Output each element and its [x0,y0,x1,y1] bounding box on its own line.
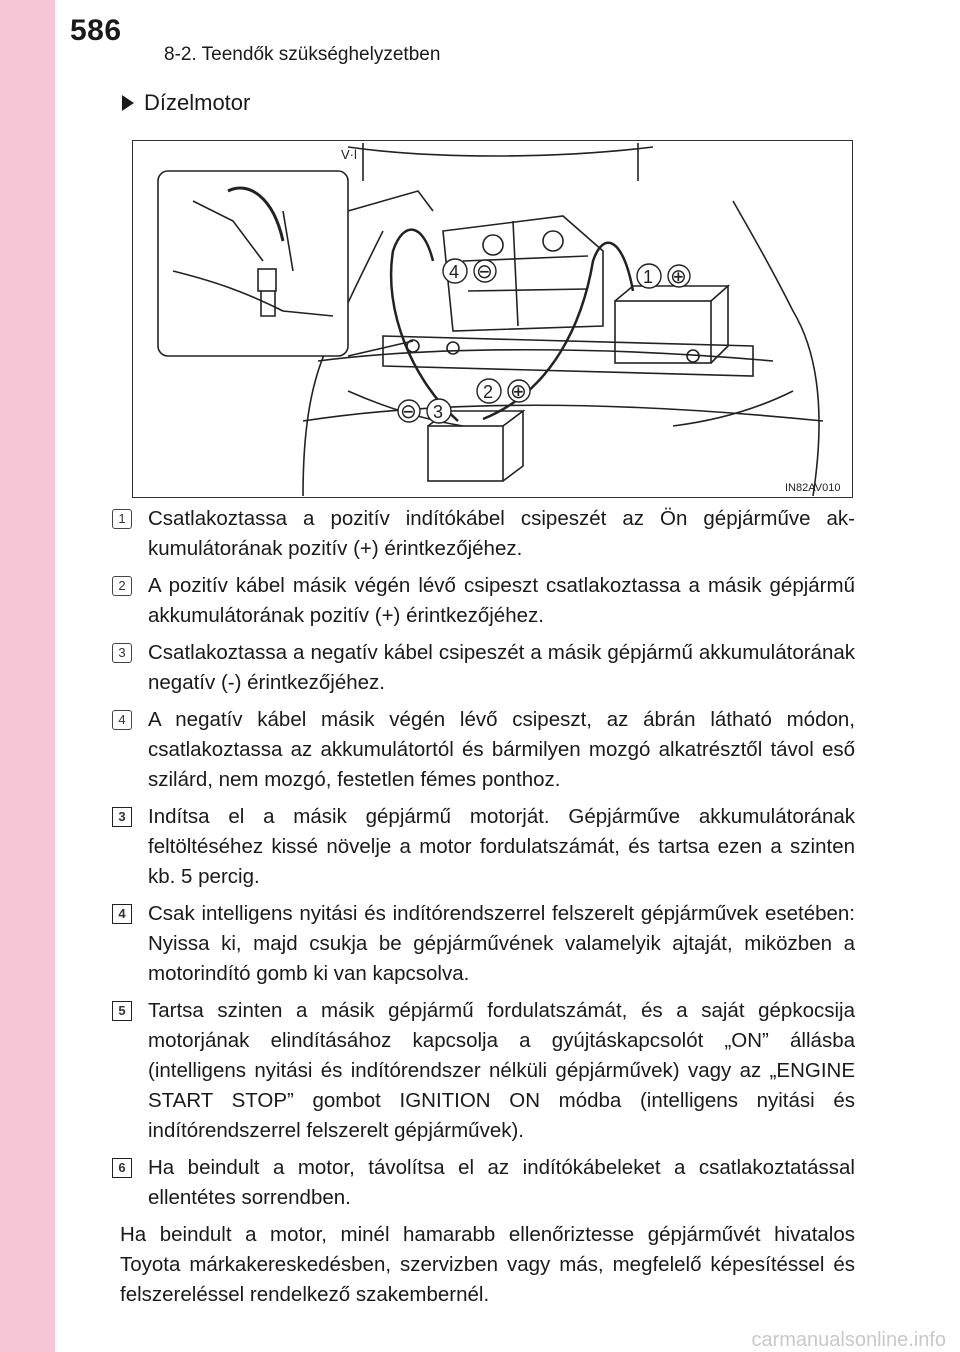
step-6 [112,1153,855,1213]
step-text: Tartsa szinten a másik gépjármű fordulatszámát, és a saját gépkocsija motorjának elindításához kapcsolja a gyújtáskapcsolót „ON” állásba (intelligens nyitási és indítórendszer nélküli gépjárművek) vagy az „ENGINE START STOP” gombot IGNITION ON módba (intelligens nyitási és indítórendszerrel felszerelt gépjárművek). [148,999,855,1142]
negative-cable [391,230,458,421]
step-5 [112,996,855,1146]
callout-3 [398,399,451,423]
svg-text:2: 2 [483,382,494,402]
instructions [112,504,855,1310]
triangle-bullet-icon [122,95,134,111]
subheading [122,90,250,116]
step-text: Ha beindult a motor, távolítsa el az indítókábeleket a csatlakoztatással ellentétes sorrendben. [148,1156,855,1209]
step-3 [112,802,855,892]
substep-text: Csatlakoztassa a negatív kábel csipeszét a másik gépjármű akkumulátorának negatív (-) érintkezőjéhez. [148,641,855,694]
callout-2 [477,379,530,403]
callout-1 [637,264,690,288]
figure-code: IN82AV010 [785,482,841,494]
section-title: 8-2. Teendők szükséghelyzetben [164,44,441,65]
substep-number: 3 [112,643,132,663]
callout-4 [443,259,496,283]
roof-mark: V·l [341,147,357,162]
substep-text: A negatív kábel másik végén lévő csipeszt, az ábrán látható módon, csatlakoztassa az akkumulátortól és bármilyen mozgó alkatrésztől távol eső szilárd, nem mozgó, festetlen fémes ponthoz. [148,708,855,791]
substep-number: 2 [112,576,132,596]
svg-text:1: 1 [643,267,654,287]
svg-text:⊖: ⊖ [400,399,417,423]
substep-number: 4 [112,710,132,730]
engine-jumpstart-illustration [132,140,853,498]
donor-battery [428,426,503,481]
step-number: 4 [112,904,132,924]
substep-4 [112,705,855,795]
step-4 [112,899,855,989]
step-number: 5 [112,1001,132,1021]
svg-text:4: 4 [449,262,460,282]
svg-text:⊕: ⊕ [670,264,687,288]
page-number: 586 [70,14,122,47]
watermark: carmanualsonline.info [751,1329,946,1351]
svg-text:3: 3 [433,402,444,422]
substep-number: 1 [112,509,132,529]
svg-text:⊖: ⊖ [476,259,493,283]
step-text: Csak intelligens nyitási és indítórendszerrel felszerelt gépjárművek esetében: Nyissa ki, majd csukja be gépjárművének valamelyik ajtaját, miközben a motorindító gomb ki van kapcsolva. [148,902,855,985]
substep-3 [112,638,855,698]
subheading-text: Dízelmotor [144,90,251,115]
hood-outline [348,147,653,156]
inset-detail-box [158,171,348,356]
positive-cable [483,243,633,419]
svg-text:⊕: ⊕ [510,379,527,403]
closing-note: Ha beindult a motor, minél hamarabb ellenőriztesse gépjárművét hivatalos Toyota márkakereskedésben, szervizben vagy más, megfelelő képesítéssel és felszereléssel rendelkező szakembernél. [120,1223,855,1306]
substep-2 [112,571,855,631]
side-color-strip [0,0,55,1352]
substep-1 [112,504,855,564]
step-text: Indítsa el a másik gépjármű motorját. Gépjárműve akkumulátorának feltöltéséhez kissé növelje a motor fordulatszámát, és tartsa ezen a szinten kb. 5 percig. [148,805,855,888]
substep-text: A pozitív kábel másik végén lévő csipeszt csatlakoztassa a másik gépjármű akkumulátorának pozitív (+) érintkezőjéhez. [148,574,855,627]
step-number: 3 [112,807,132,827]
substep-text: Csatlakoztassa a pozitív indítókábel csipeszét az Ön gépjárműve akkumulátorának pozitív (+) érintkezőjéhez. [148,507,855,560]
step-number: 6 [112,1158,132,1178]
